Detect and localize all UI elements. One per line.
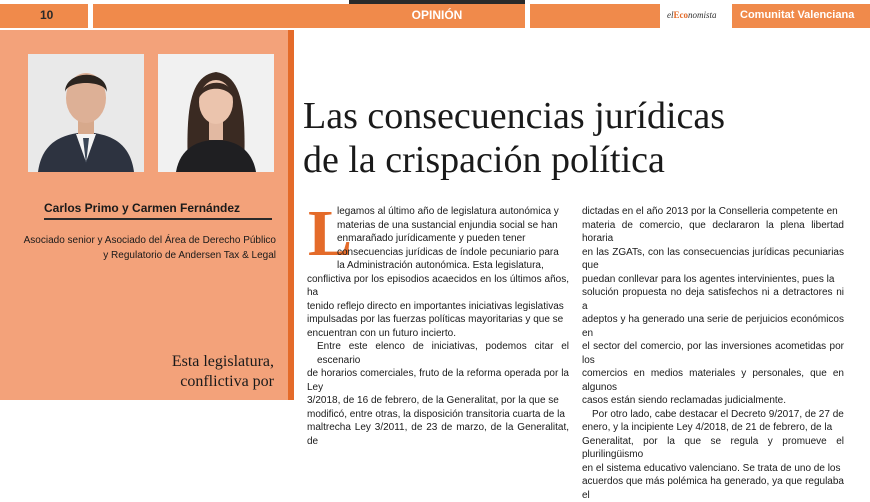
text-line: de horarios comerciales, fruto de la reforma operada por la Ley — [307, 367, 569, 394]
text-line: materia de comercio, que declararon la plena libertad horaria — [582, 219, 844, 246]
column-1-paragraph-2 — [307, 340, 569, 448]
article-headline — [303, 94, 863, 182]
text-line: maltrecha Ley 3/2011, de 23 de marzo, de la Generalitat, de — [307, 421, 569, 448]
text-line: la Administración autonómica. Esta legislatura, — [307, 259, 569, 273]
text-line: enmarañado jurídicamente y pueden tener — [307, 232, 569, 246]
article-column-2 — [582, 205, 844, 502]
text-line: materias de una sustancial enjundia social se han — [307, 219, 569, 233]
text-line: dictadas en el año 2013 por la Conselleria competente en — [582, 205, 844, 219]
text-line: tenido reflejo directo en importantes iniciativas legislativas — [307, 300, 569, 314]
text-line: encuentran con un futuro incierto. — [307, 327, 569, 341]
text-line: impulsadas por las fuerzas políticas mayoritarias y que se — [307, 313, 569, 327]
text-line: Por otro lado, cabe destacar el Decreto 9/2017, de 27 de — [582, 408, 844, 422]
section-label: OPINIÓN — [349, 8, 525, 22]
text-line: consecuencias jurídicas de índole pecuniario para — [307, 246, 569, 260]
text-line: en el sistema educativo valenciano. Se trata de uno de los — [582, 462, 844, 476]
author-photo-carmen — [158, 54, 274, 172]
brand-logo — [667, 10, 717, 20]
brand-prefix: el — [667, 10, 674, 20]
text-line: acuerdos que más polémica ha generado, ya que regulaba el — [582, 475, 844, 502]
page-number: 10 — [40, 8, 53, 22]
text-line: legamos al último año de legislatura autonómica y — [307, 205, 569, 219]
brand-highlight: Eco — [674, 10, 689, 20]
text-line: enero, y la incipiente Ley 4/2018, de 21 de febrero, de la — [582, 421, 844, 435]
header-block-right — [530, 4, 660, 28]
text-line: 3/2018, de 16 de febrero, de la Generalitat, por la que se — [307, 394, 569, 408]
header-block-mid — [93, 4, 349, 28]
text-line: solución propuesta no deja satisfechos ni a detractores ni a — [582, 286, 844, 313]
pull-quote: Esta legislatura, conflictiva por — [140, 352, 274, 392]
author-description: Asociado senior y Asociado del Área de Derecho Público y Regulatorio de Andersen Tax & Legal — [22, 233, 276, 263]
text-line: Entre este elenco de iniciativas, podemos citar el escenario — [307, 340, 569, 367]
text-line: adeptos y ha generado una serie de perjuicios económicos en — [582, 313, 844, 340]
column-2-paragraph-2 — [582, 408, 844, 502]
region-label: Comunitat Valenciana — [740, 9, 854, 21]
article-column-1 — [307, 205, 569, 448]
text-line: puedan conllevar para los agentes intervinientes, pues la — [582, 273, 844, 287]
drop-cap: L — [308, 204, 352, 264]
text-line: comercios en medios materiales y personales, que en algunos — [582, 367, 844, 394]
author-photo-carlos — [28, 54, 144, 172]
column-2-paragraph-1 — [582, 205, 844, 408]
text-line: el sector del comercio, por las inversiones acometidas por los — [582, 340, 844, 367]
headline-line-1: Las consecuencias jurídicas — [303, 94, 863, 138]
text-line: modificó, entre otras, la disposición transitoria cuarta de la — [307, 408, 569, 422]
headline-line-2: de la crispación política — [303, 138, 863, 182]
text-line: casos están siendo reclamadas judicialmente. — [582, 394, 844, 408]
author-underline — [44, 218, 272, 220]
column-1-paragraph-1 — [307, 205, 569, 340]
text-line: conflictiva por los episodios acaecidos en los últimos años, ha — [307, 273, 569, 300]
text-line: Generalitat, por la que se regula y promueve el plurilingüismo — [582, 435, 844, 462]
text-line: en las ZGATs, con las consecuencias jurídicas pecuniarias que — [582, 246, 844, 273]
brand-suffix: nomista — [688, 10, 717, 20]
sidebar-accent-strip — [288, 30, 294, 400]
top-bar — [0, 0, 870, 30]
author-names: Carlos Primo y Carmen Fernández — [44, 201, 240, 215]
